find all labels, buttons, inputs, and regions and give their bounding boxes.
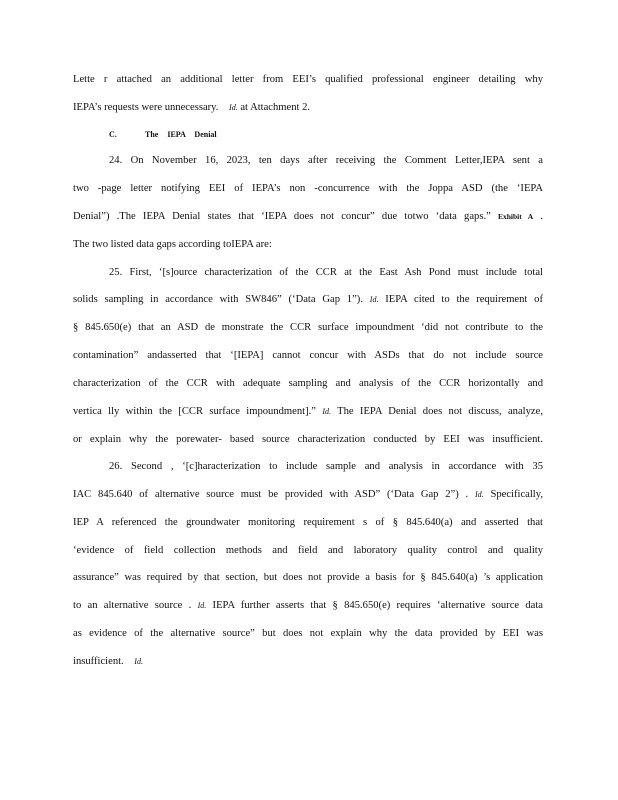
paragraph-line: § 845.650(e) that an ASD de monstrate the CCR surface impoundment ‘did not contribute to the: [73, 322, 543, 333]
paragraph-line: [73, 488, 543, 502]
text-run: at Attachment 2.: [240, 102, 311, 113]
text-run: IEPA’s requests were unnecessary.: [73, 102, 219, 113]
paragraph-line: The two listed data gaps according toIEPA are:: [73, 239, 272, 250]
section-heading: The IEPA Denial: [145, 130, 217, 139]
text-run: IEPA cited to the requirement of: [385, 294, 543, 305]
id-citation: Id.: [322, 407, 331, 416]
id-citation: Id.: [474, 490, 484, 499]
id-citation: Id.: [369, 295, 379, 304]
paragraph-line: 26. Second , ‘[c]haracterization to include sample and analysis in accordance with 35: [109, 461, 543, 472]
paragraph-line: 24. On November 16, 2023, ten days after receiving the Comment Letter,IEPA sent a: [109, 155, 543, 166]
id-citation: Id.: [197, 601, 207, 610]
paragraph-line: IEP A referenced the groundwater monitoring requirement s of § 845.640(a) and asserted that: [73, 517, 543, 528]
paragraph-line: [73, 293, 543, 307]
text-run: IEPA further asserts that § 845.650(e) requires ‘alternative source data: [212, 600, 544, 611]
paragraph-line: as evidence of the alternative source” but does not explain why the data provided by EEI was: [73, 628, 543, 639]
id-citation: Id.: [229, 103, 238, 112]
paragraph-line: contamination” andasserted that ‘[IEPA] cannot concur with ASDs that do not include source: [73, 350, 543, 361]
text-run: IAC 845.640 of alternative source must be provided with ASD” (‘Data Gap 2”) .: [73, 489, 469, 500]
id-citation: Id.: [134, 657, 143, 666]
paragraph-line: Lette r attached an additional letter from EEI’s qualified professional engineer detailing why: [73, 74, 543, 85]
text-run: solids sampling in accordance with SW846” (‘Data Gap 1”).: [73, 294, 363, 305]
section-letter: C.: [109, 130, 117, 139]
paragraph-line: 25. First, ‘[s]ource characterization of the CCR at the East Ash Pond must include total: [109, 267, 543, 278]
paragraph-line: [73, 655, 543, 669]
text-run: The IEPA Denial does not discuss, analyze,: [337, 406, 543, 417]
paragraph-line: or explain why the porewater- based source characterization conducted by EEI was insufficient.: [73, 434, 543, 445]
paragraph-line: [73, 405, 543, 419]
text-run: Specifically,: [490, 489, 543, 500]
paragraph-line: assurance” was required by that section, but does not provide a basis for § 845.640(a) ’s application: [73, 572, 543, 583]
paragraph-line: [73, 210, 543, 224]
text-run: to an alternative source .: [73, 600, 192, 611]
text-run: .: [540, 211, 543, 222]
text-run: Denial”) .The IEPA Denial states that ‘IEPA does not concur” due totwo ‘data gaps.”: [73, 211, 491, 222]
paragraph-line: characterization of the CCR with adequate sampling and analysis of the CCR horizontally and: [73, 378, 543, 389]
text-run: vertica lly within the [CCR surface impoundment].”: [73, 406, 316, 417]
exhibit-reference: Exhibit A: [497, 212, 534, 221]
paragraph-line: [73, 101, 543, 115]
text-run: insufficient.: [73, 656, 124, 667]
paragraph-line: two -page letter notifying EEI of IEPA’s non -concurrence with the Joppa ASD (the ‘IEPA: [73, 183, 543, 194]
paragraph-line: ‘evidence of field collection methods and field and laboratory quality control and quality: [73, 545, 543, 556]
paragraph-line: [73, 599, 543, 613]
